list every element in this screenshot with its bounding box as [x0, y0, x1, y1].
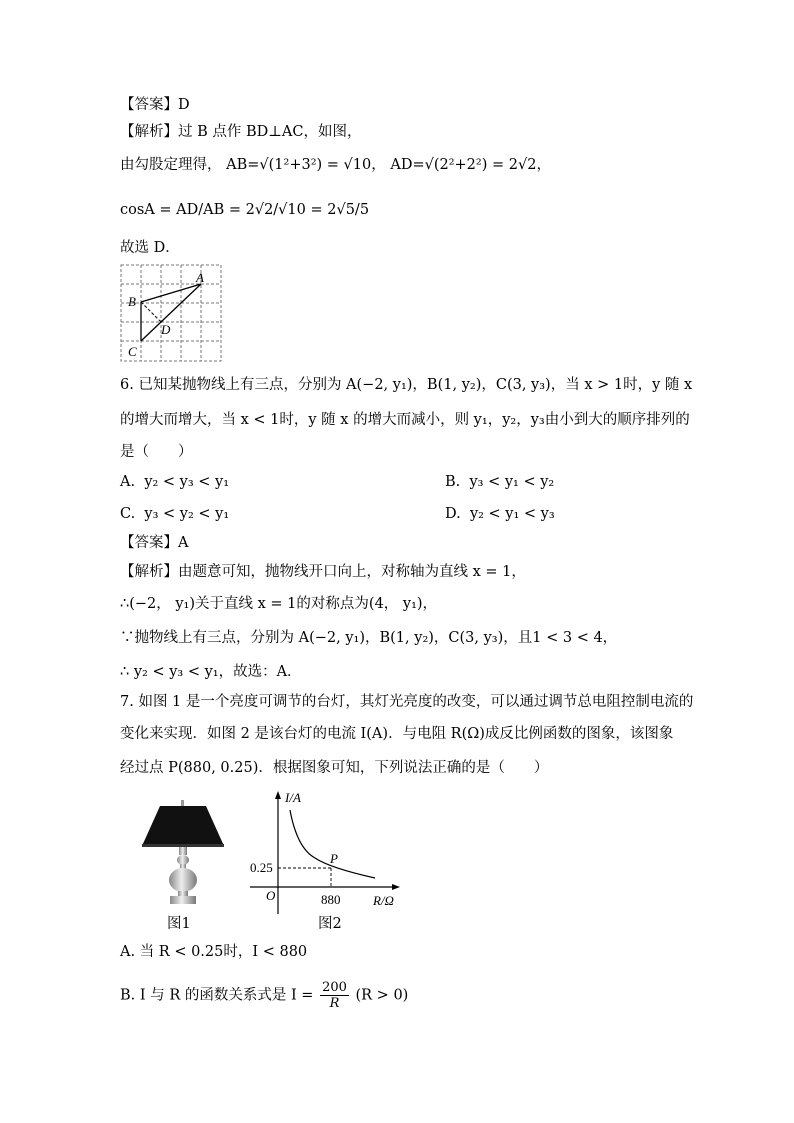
q6-option-c — [120, 504, 229, 524]
option-label: A. — [120, 474, 136, 490]
fig1-caption: 图1 — [167, 916, 191, 932]
q6-answer: 【答案】A — [120, 535, 189, 551]
x-axis-label: R/Ω — [373, 893, 394, 908]
q7-stem-2: 变化来实现．如图 2 是该台灯的电流 I(A)．与电阻 R(Ω)成反比例函数的图象，该图象 — [120, 726, 674, 742]
option-b-fraction — [320, 980, 349, 1011]
q7-stem-3: 经过点 P(880, 0.25)．根据图象可知，下列说法正确的是（ ） — [120, 760, 549, 776]
q6-analysis-2: ∴(−2， y₁)关于直线 x = 1的对称点为(4， y₁)， — [120, 596, 438, 612]
current-resistance-graph — [245, 788, 405, 918]
label-a: A — [196, 270, 204, 285]
option-label: B. — [445, 474, 461, 490]
lamp-figure — [140, 800, 226, 908]
point-p-label: P — [330, 851, 338, 866]
q5-analysis-text: 过 B 点作 BD⊥AC，如图， — [178, 124, 362, 140]
q5-analysis — [120, 122, 361, 142]
label-b: B — [128, 294, 136, 309]
q6-stem-2: 的增大而增大，当 x < 1时，y 随 x 的增大而减小，则 y₁，y₂，y₃由小到大的顺序排列的 — [120, 412, 690, 428]
q5-cos-line: cosA = AD/AB = 2√2/√10 = 2√5/5 — [120, 202, 370, 218]
origin-label: O — [266, 888, 276, 903]
y-tick-label: 0.25 — [250, 860, 273, 875]
q5-pythag-line: 由勾股定理得， AB=√(1²+3²) = √10， AD=√(2²+2²) = 2√2， — [120, 157, 551, 173]
label-c: C — [128, 344, 137, 359]
option-text: y₃ < y₁ < y₂ — [469, 474, 555, 490]
option-label: D. — [445, 506, 461, 522]
option-text: y₃ < y₂ < y₁ — [144, 506, 230, 522]
q6-stem-1: 6. 已知某抛物线上有三点，分别为 A(−2, y₁)，B(1, y₂)，C(3, y₃)，当 x > 1时，y 随 x — [120, 377, 693, 393]
option-text: y₂ < y₃ < y₁ — [144, 474, 230, 490]
q6-stem-3: 是（ ） — [120, 444, 193, 460]
q6-option-a — [120, 472, 229, 492]
q5-ab-eq: AB=√(1²+3²) = √10 — [226, 157, 372, 173]
q7-option-b — [120, 980, 408, 1011]
q7-option-a: A. 当 R < 0.25时，I < 880 — [120, 944, 308, 960]
q7-stem-1: 7. 如图 1 是一个亮度可调节的台灯，其灯光亮度的改变，可以通过调节总电阻控制电流的 — [120, 694, 694, 710]
option-text: y₂ < y₁ < y₃ — [469, 506, 555, 522]
q5-pythag-prefix: 由勾股定理得， — [120, 157, 222, 173]
y-axis-label: I/A — [285, 790, 301, 805]
q5-triangle-figure — [120, 264, 224, 364]
q5-ad-eq: AD=√(2²+2²) = 2√2 — [390, 157, 537, 173]
q5-conclusion: 故选 D． — [120, 240, 180, 256]
fraction-numerator: 200 — [322, 980, 347, 995]
option-b-prefix: B. I 与 R 的函数关系式是 I = — [120, 987, 314, 1004]
q5-answer: 【答案】D — [120, 97, 190, 113]
q5-analysis-label: 【解析】 — [120, 124, 178, 140]
fraction-denominator: R — [329, 996, 340, 1011]
q6-analysis-4: ∴ y₂ < y₃ < y₁，故选：A． — [120, 664, 302, 680]
option-b-suffix: (R > 0) — [355, 987, 409, 1004]
q6-analysis-1: 【解析】由题意可知，抛物线开口向上，对称轴为直线 x = 1， — [120, 564, 526, 580]
q6-option-d — [445, 504, 555, 524]
q6-analysis-3: ∵抛物线上有三点，分别为 A(−2, y₁)，B(1, y₂)，C(3, y₃)，且1 < 3 < 4， — [120, 630, 618, 646]
fig2-caption: 图2 — [318, 916, 342, 932]
x-tick-label: 880 — [321, 892, 341, 907]
q6-option-b — [445, 472, 554, 492]
label-d: D — [161, 322, 171, 337]
option-label: C. — [120, 506, 136, 522]
